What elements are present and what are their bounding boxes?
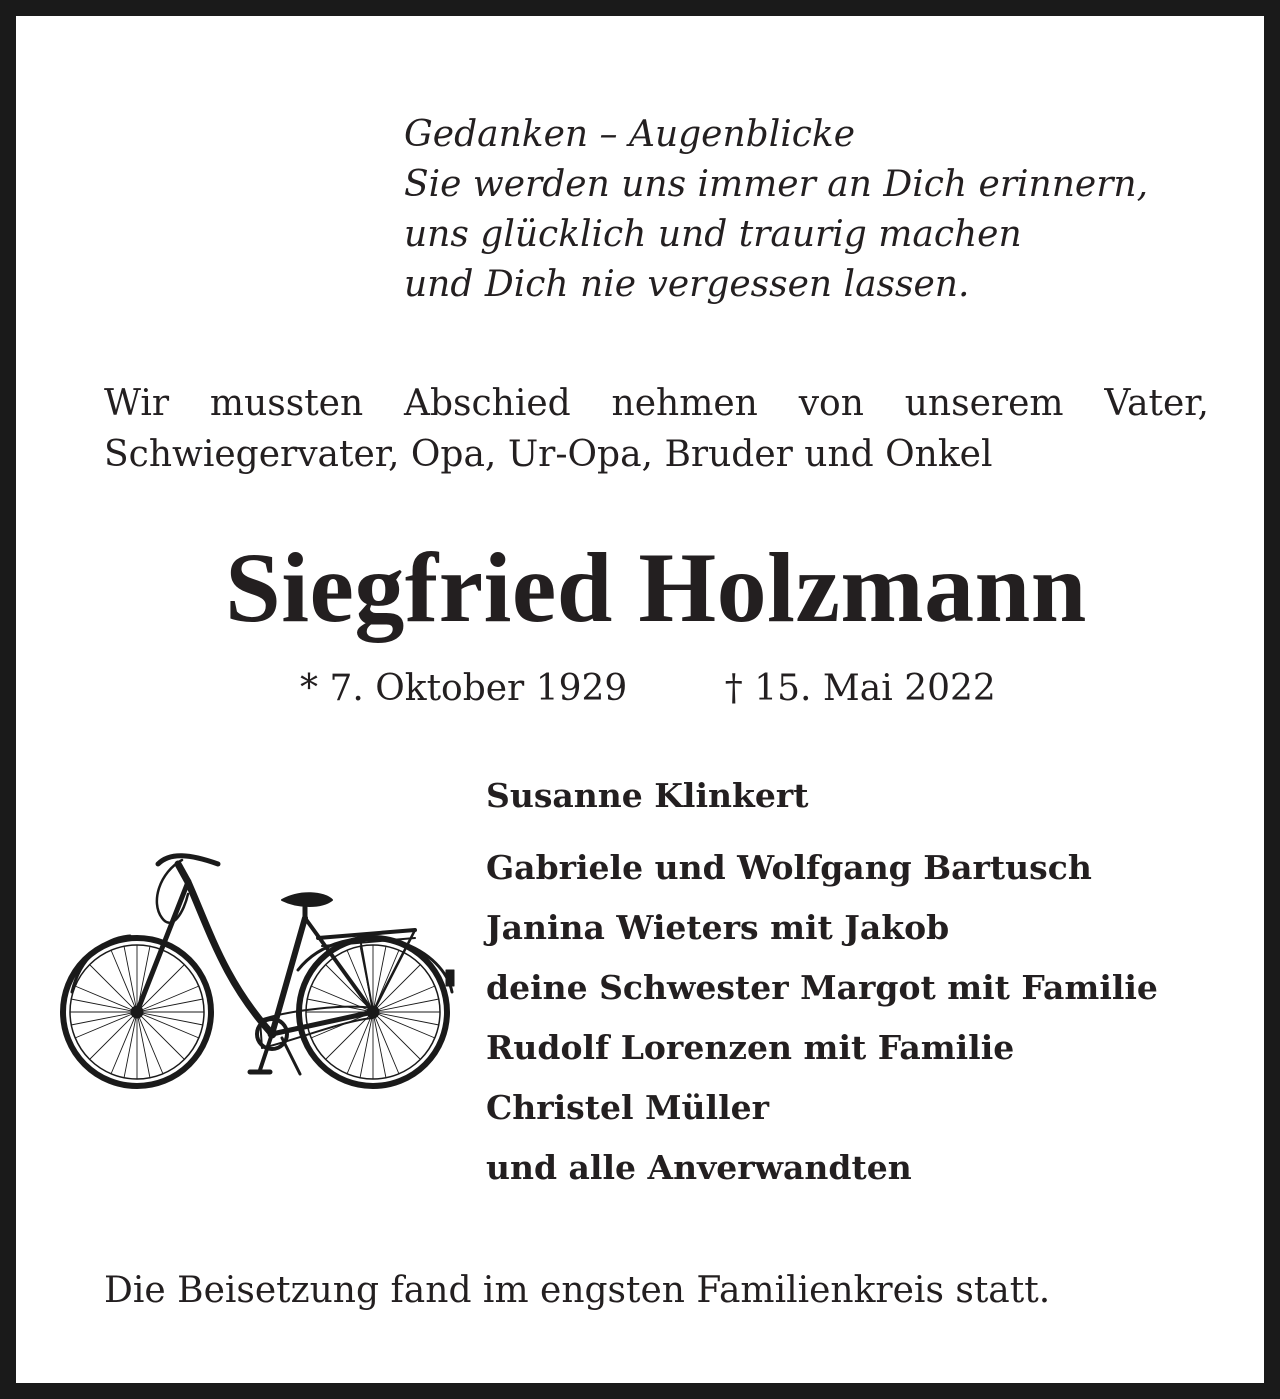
mourners-list <box>486 770 1246 1198</box>
closing-note: Die Beisetzung fand im engsten Familienkreis statt. <box>104 1270 1051 1311</box>
poem <box>404 110 1264 310</box>
bicycle-icon <box>60 842 460 1102</box>
intro-line: Schwiegervater, Opa, Ur-Opa, Bruder und Onkel <box>104 434 993 475</box>
poem-line: Gedanken – Augenblicke <box>404 114 856 155</box>
poem-line: und Dich nie vergessen lassen. <box>404 264 970 305</box>
mourner-name: Susanne Klinkert <box>486 776 809 815</box>
death-date: † 15. Mai 2022 <box>724 668 996 709</box>
life-dates <box>300 664 996 714</box>
mourner-name: Christel Müller <box>486 1088 769 1127</box>
intro-text <box>104 378 1209 480</box>
poem-line: uns glücklich und traurig machen <box>404 214 1022 255</box>
poem-line: Sie werden uns immer an Dich erinnern, <box>404 164 1149 205</box>
mourner-name: Janina Wieters mit Jakob <box>486 908 950 947</box>
mourner-name: deine Schwester Margot mit Familie <box>486 968 1158 1007</box>
deceased-name: Siegfried Holzmann <box>225 532 1087 643</box>
mourner-name: Rudolf Lorenzen mit Familie <box>486 1028 1015 1067</box>
mourner-name: Gabriele und Wolfgang Bartusch <box>486 848 1092 887</box>
birth-date: * 7. Oktober 1929 <box>300 668 628 709</box>
intro-line: Wir mussten Abschied nehmen von unserem Vater, <box>104 383 1209 424</box>
mourner-name: und alle Anverwandten <box>486 1148 912 1187</box>
